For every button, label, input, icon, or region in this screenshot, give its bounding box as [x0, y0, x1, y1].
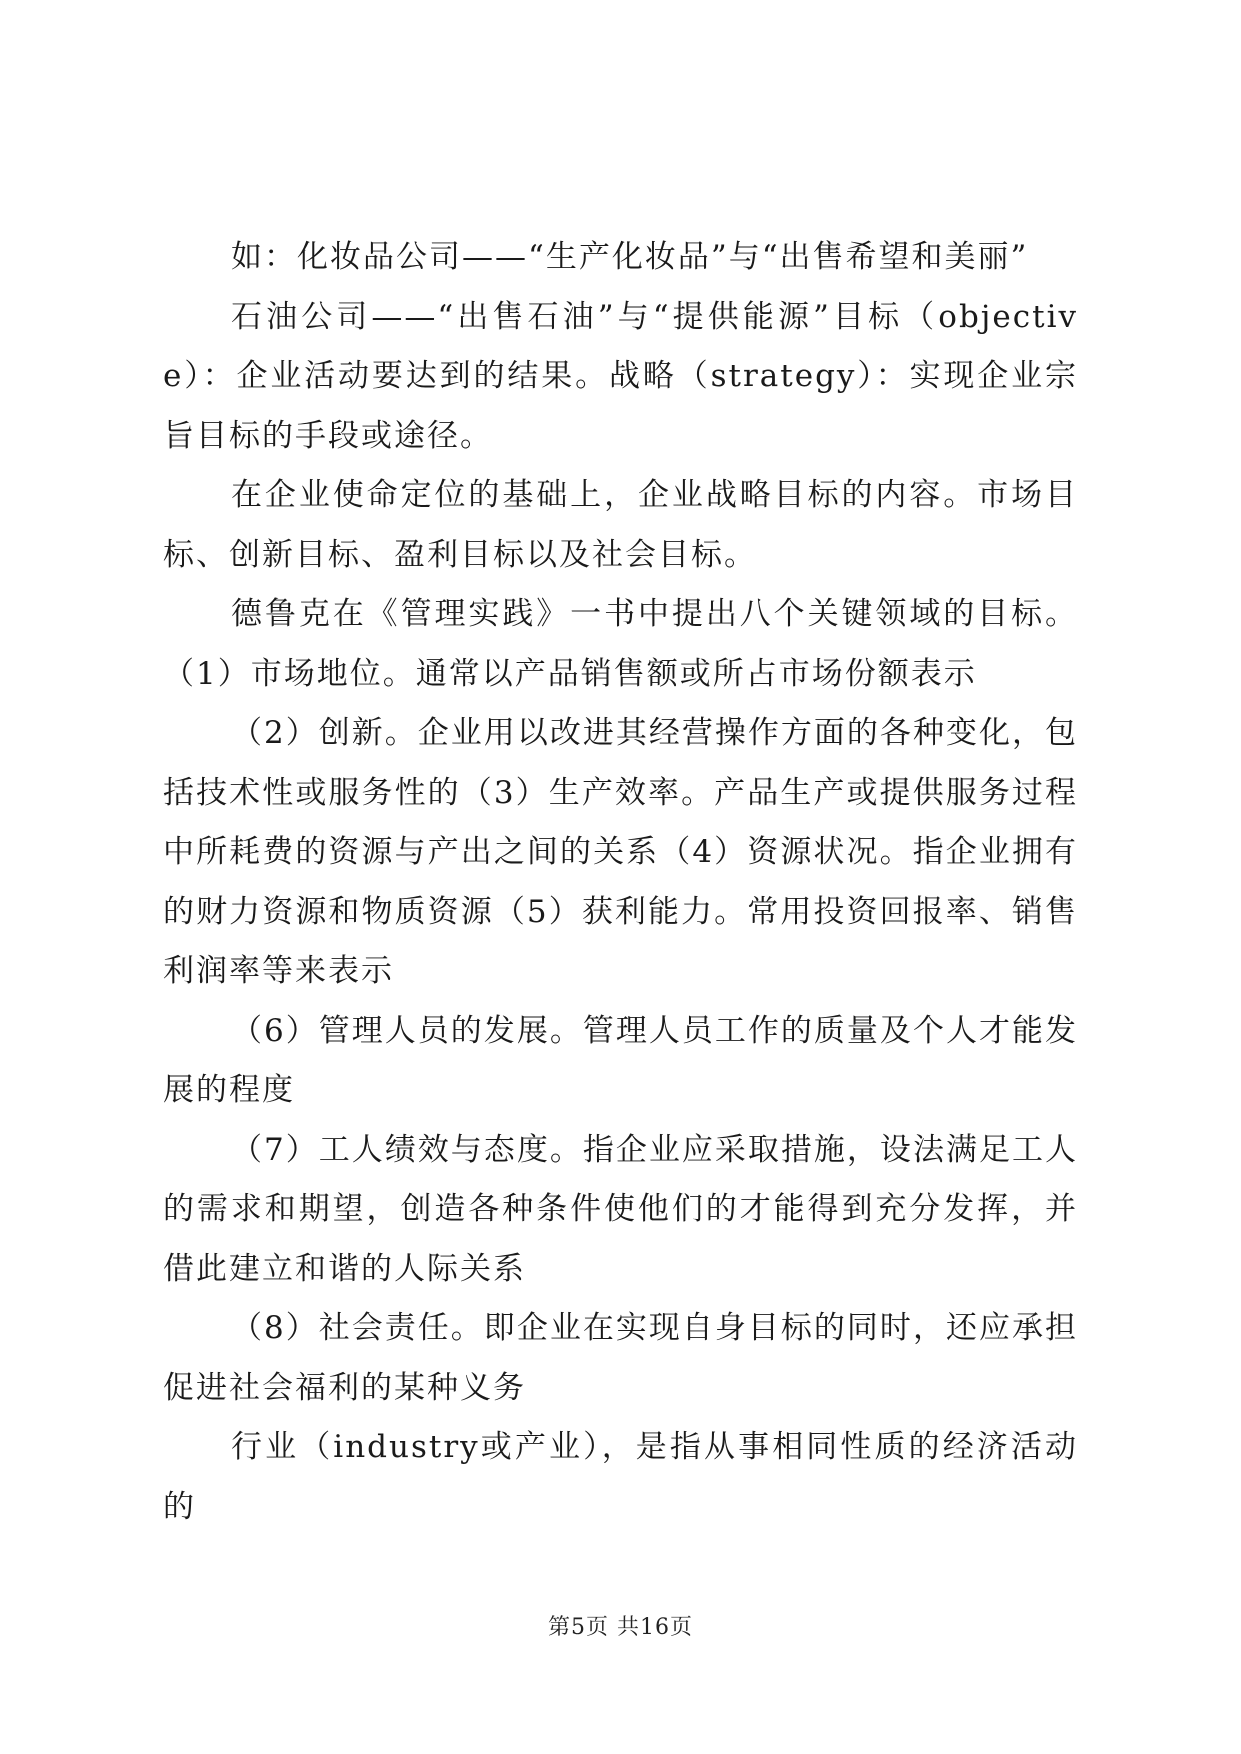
- document-body: [163, 228, 1078, 1537]
- paragraph-6: （6）管理人员的发展。管理人员工作的质量及个人才能发展的程度: [163, 1012, 1078, 1108]
- paragraph-7: （7）工人绩效与态度。指企业应采取措施，设法满足工人的需求和期望，创造各种条件使他们的才能得到充分发挥，并借此建立和谐的人际关系: [163, 1131, 1078, 1287]
- paragraph-2: 石油公司——“出售石油”与“提供能源”目标（objective）：企业活动要达到的结果。战略（strategy）：实现企业宗旨目标的手段或途径。: [163, 298, 1078, 454]
- paragraph-3: 在企业使命定位的基础上，企业战略目标的内容。市场目标、创新目标、盈利目标以及社会目标。: [163, 477, 1078, 573]
- paragraph-8: （8）社会责任。即企业在实现自身目标的同时，还应承担促进社会福利的某种义务: [163, 1310, 1078, 1406]
- paragraph-4: 德鲁克在《管理实践》一书中提出八个关键领域的目标。（1）市场地位。通常以产品销售额或所占市场份额表示: [163, 596, 1078, 692]
- paragraph-5: （2）创新。企业用以改进其经营操作方面的各种变化，包括技术性或服务性的（3）生产效率。产品生产或提供服务过程中所耗费的资源与产出之间的关系（4）资源状况。指企业拥有的财力资源和物质资源（5）获利能力。常用投资回报率、销售利润率等来表示: [163, 715, 1078, 989]
- page-number-footer: 第5页 共16页: [548, 1615, 693, 1640]
- paragraph-1: 如：化妆品公司——“生产化妆品”与“出售希望和美丽”: [231, 239, 1029, 275]
- paragraph-9: 行业（industry或产业），是指从事相同性质的经济活动的: [163, 1429, 1078, 1525]
